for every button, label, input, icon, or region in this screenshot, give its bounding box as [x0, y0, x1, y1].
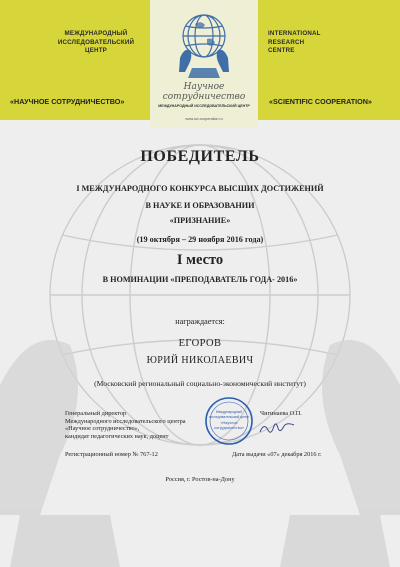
signatory-title: Генеральный директор Международного исследовательского центра «Научное сотрудничество», кандидат педагогических наук, доцент [65, 410, 186, 440]
issue-date: Дата выдачи «07» декабря 2016 г. [232, 451, 322, 458]
recipient-surname: ЕГОРОВ [178, 338, 222, 349]
registration-number: Регистрационный номер № 767-12 [65, 451, 158, 458]
stamp-text-line1: Международный [215, 410, 243, 414]
org-name-en: INTERNATIONAL RESEARCH CENTRE [268, 30, 321, 54]
org-name-ru: МЕЖДУНАРОДНЫЙ ИССЛЕДОВАТЕЛЬСКИЙ ЦЕНТР [57, 30, 135, 54]
place-award: I место [176, 252, 224, 268]
contest-name-line3: «ПРИЗНАНИЕ» [169, 216, 231, 225]
official-stamp-icon [204, 396, 254, 446]
logo-subtitle: МЕЖДУНАРОДНЫЙ ИССЛЕДОВАТЕЛЬСКИЙ ЦЕНТР [158, 104, 250, 108]
stamp-text-line2: исследовательский центр [208, 415, 250, 419]
contest-dates: (19 октября – 29 ноября 2016 года) [136, 235, 264, 244]
stamp-text-line3: «Научное [220, 421, 238, 425]
logo-title: Научное сотрудничество [162, 82, 246, 102]
recipient-institution: (Московский региональный социально-экономический институт) [94, 379, 306, 388]
org-caption-ru: «НАУЧНОЕ СОТРУДНИЧЕСТВО» [10, 97, 125, 106]
globe-logo-icon [170, 6, 238, 84]
handwritten-signature-icon [258, 420, 298, 436]
recipient-name: ЮРИЙ НИКОЛАЕВИЧ [146, 355, 254, 366]
nomination: В НОМИНАЦИИ «ПРЕПОДАВАТЕЛЬ ГОДА- 2016» [102, 275, 298, 284]
certificate-title: ПОБЕДИТЕЛЬ [140, 148, 260, 165]
awarded-label: награждается: [175, 317, 225, 326]
logo-url: www.sci-cooperation.ru [185, 117, 223, 121]
org-caption-en: «SCIENTIFIC COOPERATION» [269, 97, 372, 106]
contest-name-line2: В НАУКЕ И ОБРАЗОВАНИИ [145, 201, 255, 210]
issue-city: Россия, г. Ростов-на-Дону [165, 476, 235, 483]
signatory-name: Чигинаева О.П. [260, 410, 302, 417]
contest-name-line1: I МЕЖДУНАРОДНОГО КОНКУРСА ВЫСШИХ ДОСТИЖЕНИЙ [76, 184, 324, 193]
stamp-text-line4: сотрудничество» [214, 426, 244, 430]
